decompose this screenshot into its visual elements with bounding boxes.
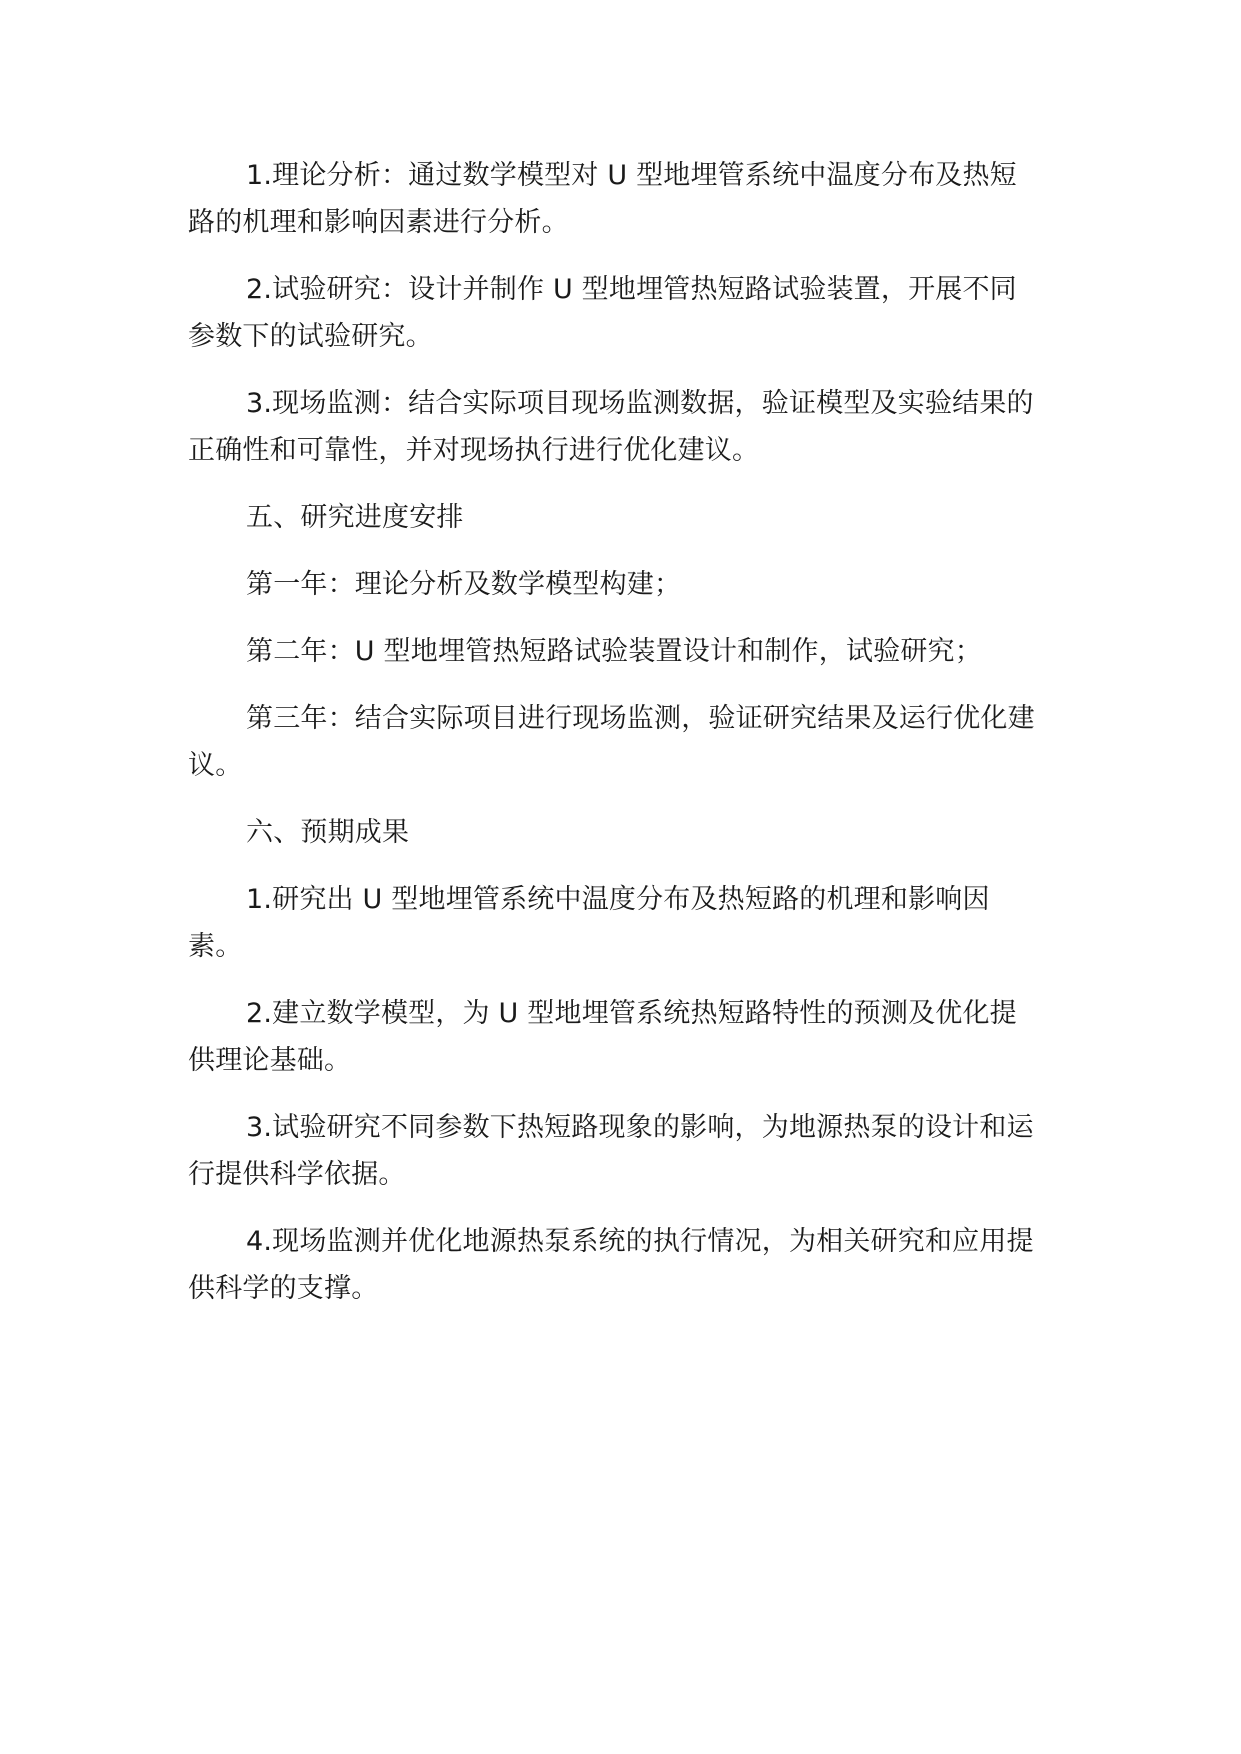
section-heading-schedule: 五、研究进度安排 [246, 502, 464, 533]
section-heading-expected-results: 六、预期成果 [246, 817, 410, 848]
method-experimental-study: 2.试验研究：设计并制作 U 型地埋管热短路试验装置，开展不同参数下的试验研究。 [188, 274, 1017, 352]
document-body [188, 152, 1041, 1332]
schedule-year-three: 第三年：结合实际项目进行现场监测，验证研究结果及运行优化建议。 [188, 703, 1035, 781]
result-item-2: 2.建立数学模型，为 U 型地埋管系统热短路特性的预测及优化提供理论基础。 [188, 998, 1017, 1076]
result-item-1: 1.研究出 U 型地埋管系统中温度分布及热短路的机理和影响因素。 [188, 884, 990, 962]
schedule-year-two: 第二年：U 型地埋管热短路试验装置设计和制作，试验研究； [246, 636, 982, 667]
method-field-monitoring: 3.现场监测：结合实际项目现场监测数据，验证模型及实验结果的正确性和可靠性，并对现场执行进行优化建议。 [188, 388, 1034, 466]
schedule-year-one: 第一年：理论分析及数学模型构建； [246, 569, 682, 600]
method-theory-analysis: 1.理论分析：通过数学模型对 U 型地埋管系统中温度分布及热短路的机理和影响因素进行分析。 [188, 160, 1017, 238]
result-item-4: 4.现场监测并优化地源热泵系统的执行情况，为相关研究和应用提供科学的支撑。 [188, 1226, 1034, 1304]
result-item-3: 3.试验研究不同参数下热短路现象的影响，为地源热泵的设计和运行提供科学依据。 [188, 1112, 1034, 1190]
